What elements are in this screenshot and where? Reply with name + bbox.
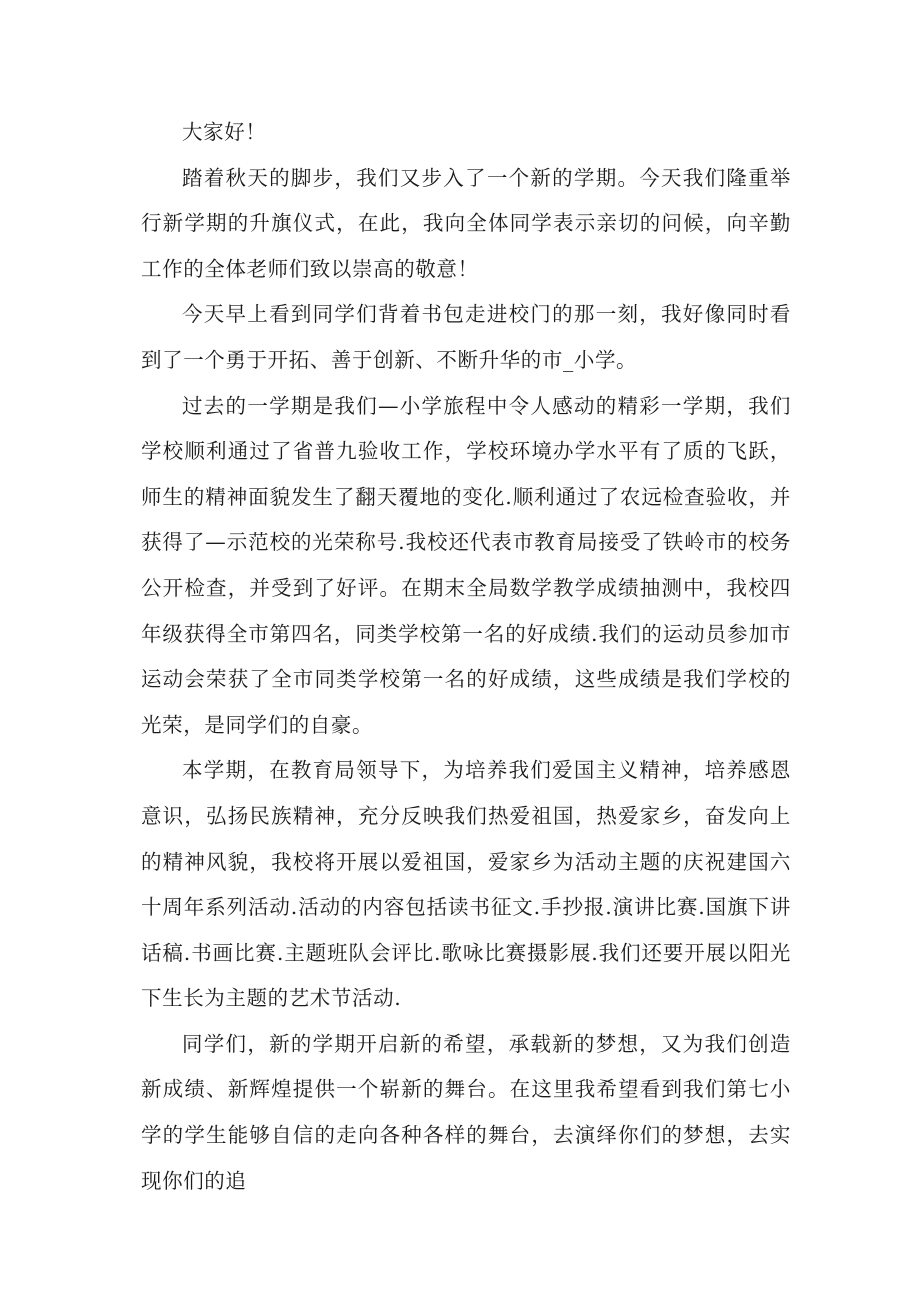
paragraph-morning: 今天早上看到同学们背着书包走进校门的那一刻，我好像同时看到了一个勇于开拓、善于创新、不断升华的市_小学。 — [141, 302, 791, 372]
paragraph-activities: 本学期，在教育局领导下，为培养我们爱国主义精神，培养感恩意识，弘扬民族精神，充分反映我们热爱祖国，热爱家乡，奋发向上的精神风貌，我校将开展以爱祖国，爱家乡为活动主题的庆祝建国六十周年系列活动.活动的内容包括读书征文.手抄报.演讲比赛.国旗下讲话稿.书画比赛.主题班队会评比.歌咏比赛摄影展.我们还要开展以阳光下生长为主题的艺术节活动. — [141, 758, 791, 1011]
paragraph-achievements: 过去的一学期是我们—小学旅程中令人感动的精彩一学期，我们学校顺利通过了省普九验收工作，学校环境办学水平有了质的飞跃，师生的精神面貌发生了翻天覆地的变化.顺利通过了农远检查验收，并获得了—示范校的光荣称号.我校还代表市教育局接受了铁岭市的校务公开检查，并受到了好评。在期末全局数学教学成绩抽测中，我校四年级获得全市第四名，同类学校第一名的好成绩.我们的运动员参加市运动会荣获了全市同类学校第一名的好成绩，这些成绩是我们学校的光荣，是同学们的自豪。 — [141, 393, 791, 737]
document-body — [141, 110, 791, 1204]
paragraph-opening: 踏着秋天的脚步，我们又步入了一个新的学期。今天我们隆重举行新学期的升旗仪式，在此，我向全体同学表示亲切的问候，向辛勤工作的全体老师们致以崇高的敬意！ — [141, 165, 791, 281]
paragraph-hopes: 同学们，新的学期开启新的希望，承载新的梦想，又为我们创造新成绩、新辉煌提供一个崭新的舞台。在这里我希望看到我们第七小学的学生能够自信的走向各种各样的舞台，去演绎你们的梦想，去实现你们的追 — [141, 1031, 791, 1193]
paragraph-greeting: 大家好！ — [182, 120, 267, 144]
